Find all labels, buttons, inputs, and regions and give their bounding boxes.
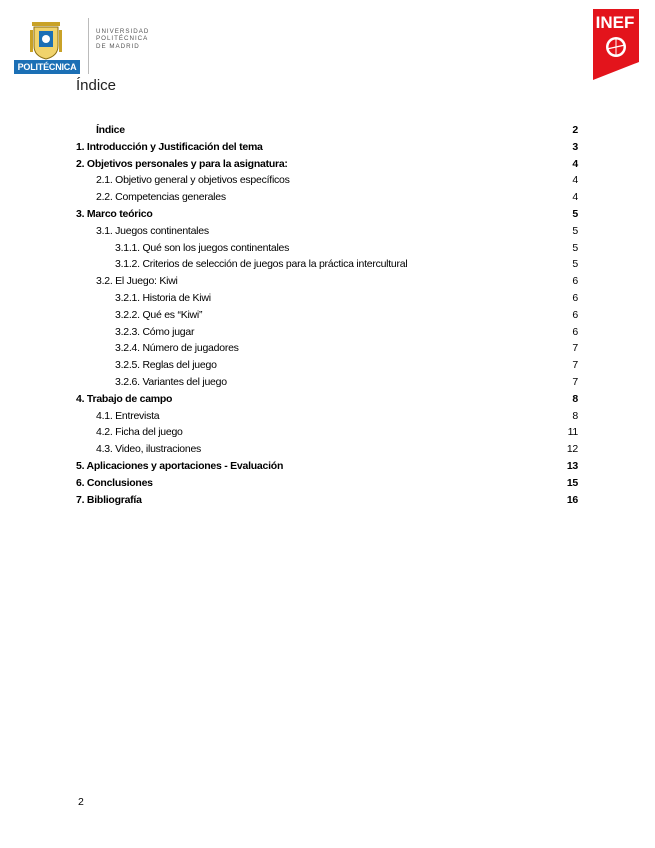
inef-logo-text: INEF — [595, 13, 635, 32]
toc-label: 5. Aplicaciones y aportaciones - Evaluación — [76, 459, 284, 472]
toc-row[interactable] — [76, 410, 578, 427]
toc-label: 3. Marco teórico — [76, 207, 153, 220]
toc-page: 5 — [572, 207, 578, 220]
toc-row[interactable] — [76, 292, 578, 309]
toc-page: 3 — [572, 140, 578, 153]
toc-page: 7 — [572, 375, 578, 388]
toc-page: 4 — [572, 174, 578, 187]
inef-logo — [590, 8, 642, 82]
toc-page: 16 — [566, 493, 578, 506]
toc-row[interactable] — [76, 426, 578, 443]
toc-row[interactable] — [76, 393, 578, 410]
toc-row[interactable] — [76, 460, 578, 477]
toc-page: 5 — [572, 241, 578, 254]
toc-page: 2 — [572, 124, 578, 136]
toc-page: 6 — [572, 308, 578, 321]
toc-page: 5 — [572, 224, 578, 237]
toc-label: 3.1. Juegos continentales — [96, 224, 209, 237]
toc-label: Índice — [96, 124, 125, 136]
toc-page: 6 — [572, 275, 578, 288]
toc-row[interactable] — [76, 174, 578, 191]
toc-page: 6 — [572, 291, 578, 304]
toc-row[interactable] — [76, 242, 578, 259]
toc-label: 3.2.1. Historia de Kiwi — [115, 291, 211, 304]
toc-label: 3.1.1. Qué son los juegos continentales — [115, 241, 290, 254]
toc-row[interactable] — [76, 477, 578, 494]
toc-page: 11 — [567, 426, 578, 439]
toc-page: 7 — [572, 359, 578, 372]
page-number: 2 — [78, 796, 84, 808]
toc-row[interactable] — [76, 376, 578, 393]
toc-page: 13 — [566, 459, 578, 472]
upm-line-1: UNIVERSIDAD — [96, 28, 150, 35]
toc-row[interactable] — [76, 158, 578, 175]
toc-label: 3.2.6. Variantes del juego — [115, 375, 227, 388]
toc-page: 15 — [566, 476, 578, 489]
toc-page: 6 — [572, 325, 578, 338]
toc-label: 4. Trabajo de campo — [76, 392, 173, 405]
toc-row[interactable] — [76, 208, 578, 225]
toc-row[interactable] — [76, 342, 578, 359]
table-of-contents — [76, 124, 578, 510]
toc-label: 4.1. Entrevista — [96, 409, 160, 422]
toc-page: 4 — [572, 191, 578, 204]
toc-page: 12 — [566, 443, 578, 456]
toc-page: 7 — [572, 342, 578, 355]
toc-page: 4 — [572, 157, 578, 170]
toc-page: 8 — [572, 409, 578, 422]
toc-label: 3.1.2. Criterios de selección de juegos para la práctica intercultural — [115, 258, 408, 271]
upm-logo — [14, 18, 174, 74]
upm-band-label: POLITÉCNICA — [14, 60, 80, 74]
toc-label: 4.2. Ficha del juego — [96, 426, 183, 439]
toc-row[interactable] — [76, 124, 578, 141]
toc-row[interactable] — [76, 191, 578, 208]
upm-divider — [88, 18, 89, 74]
toc-label: 3.2. El Juego: Kiwi — [96, 275, 178, 288]
toc-label: 3.2.2. Qué es “Kiwi” — [115, 308, 203, 321]
toc-label: 1. Introducción y Justificación del tema — [76, 140, 263, 153]
toc-row[interactable] — [76, 443, 578, 460]
toc-page: 8 — [572, 392, 578, 405]
toc-row[interactable] — [76, 141, 578, 158]
toc-row[interactable] — [76, 225, 578, 242]
toc-row[interactable] — [76, 326, 578, 343]
upm-line-2: POLITÉCNICA — [96, 35, 149, 43]
toc-label: 2.2. Competencias generales — [96, 191, 226, 204]
toc-label: 4.3. Video, ilustraciones — [96, 443, 202, 456]
toc-row[interactable] — [76, 309, 578, 326]
upm-name-text — [96, 28, 149, 50]
toc-row[interactable] — [76, 258, 578, 275]
toc-label: 3.2.4. Número de jugadores — [115, 342, 239, 355]
toc-row[interactable] — [76, 359, 578, 376]
upm-crest-icon — [30, 20, 62, 60]
toc-row[interactable] — [76, 494, 578, 511]
toc-label: 3.2.5. Reglas del juego — [115, 359, 217, 372]
toc-label: 3.2.3. Cómo jugar — [115, 325, 195, 338]
page-title: Índice — [76, 77, 117, 94]
toc-label: 7. Bibliografía — [76, 493, 142, 506]
toc-label: 6. Conclusiones — [76, 476, 153, 489]
toc-label: 2.1. Objetivo general y objetivos específicos — [96, 174, 290, 187]
toc-label: 2. Objetivos personales y para la asignatura: — [76, 157, 288, 170]
upm-line-3: DE MADRID — [96, 42, 140, 50]
toc-page: 5 — [572, 258, 578, 271]
toc-row[interactable] — [76, 275, 578, 292]
